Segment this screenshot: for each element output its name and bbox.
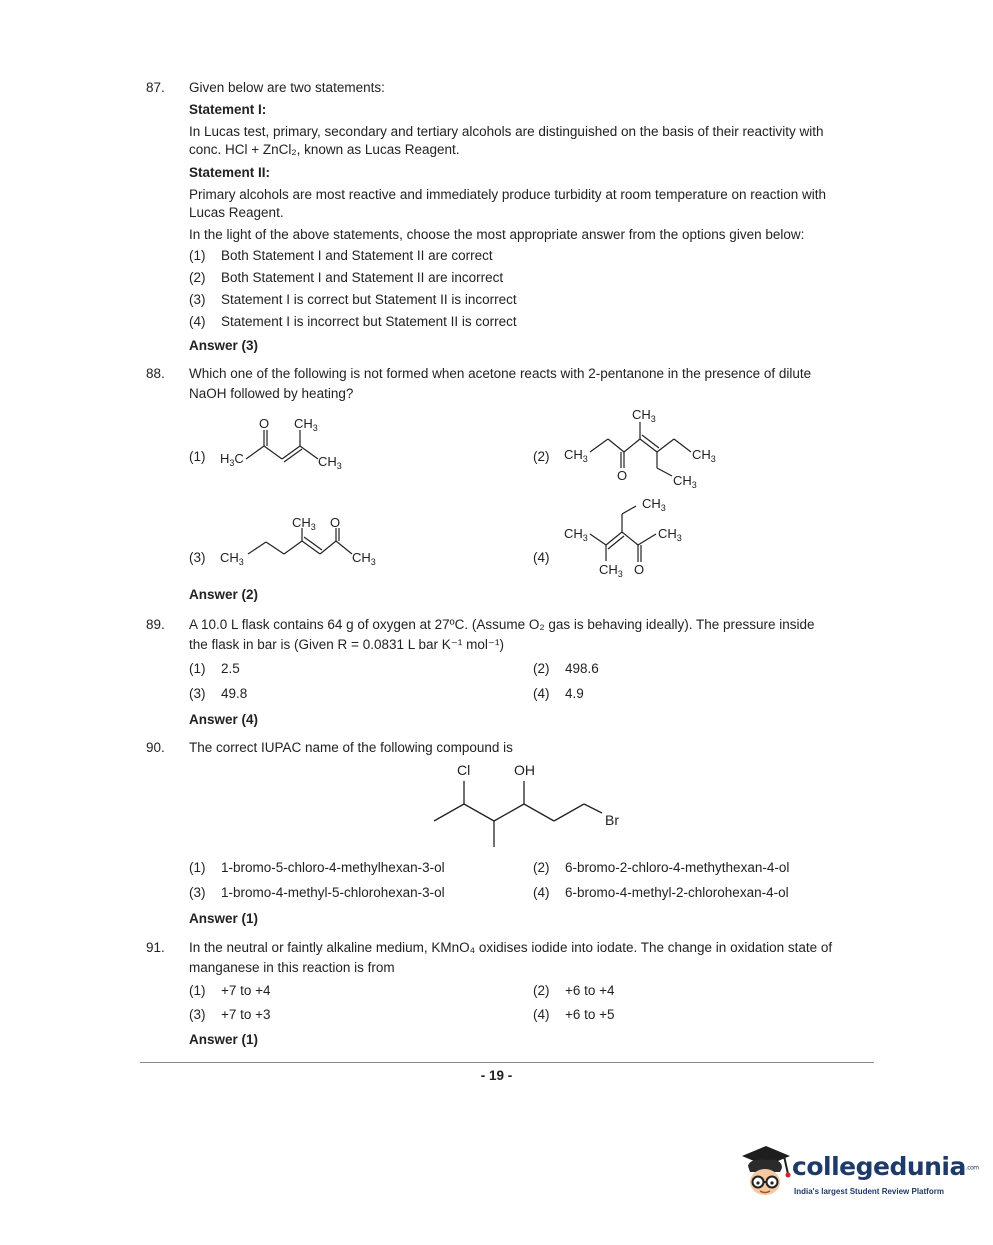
s4-ch3-right: $CH_3$	[658, 526, 682, 543]
s1-bond	[246, 446, 264, 459]
q87-intro: Given below are two statements:	[189, 80, 385, 95]
q89-option-3: (3) 49.8	[189, 686, 248, 701]
q90-cl: Cl	[457, 762, 471, 778]
q90-br: Br	[605, 812, 619, 828]
footer-divider	[140, 1062, 874, 1063]
q90-text: The correct IUPAC name of the following compound is	[189, 740, 513, 755]
q91-option-2: (2) +6 to +4	[533, 983, 615, 998]
s1-bond	[264, 446, 282, 459]
q88-line2: NaOH followed by heating?	[189, 386, 354, 401]
q88-number: 88.	[146, 366, 165, 381]
s3-ch3-start: $CH_3$	[220, 550, 244, 567]
q88-answer: Answer (2)	[189, 587, 259, 602]
q90-option-2: (2) 6-bromo-2-chloro-4-methythexan-4-ol	[533, 860, 790, 875]
s2-ch3-end: $CH_3$	[692, 447, 716, 464]
q90-structure	[420, 755, 640, 850]
q87-option-1: (1) Both Statement I and Statement II are correct	[189, 248, 493, 263]
brand-name: collegedunia.com	[792, 1152, 979, 1181]
q89-line1: A 10.0 L flask contains 64 g of oxygen at 27ºC. (Assume O₂ gas is behaving ideally). The pressure inside	[189, 617, 815, 632]
q89-option-1: (1) 2.5	[189, 661, 240, 676]
q91-option-3: (3) +7 to +3	[189, 1007, 271, 1022]
q90-answer: Answer (1)	[189, 911, 259, 926]
q88-structures	[0, 0, 993, 620]
q88-option-1-num: (1)	[189, 449, 206, 464]
s3-ch3-end: $CH_3$	[352, 550, 376, 567]
q89-answer: Answer (4)	[189, 712, 259, 727]
q90-number: 90.	[146, 740, 165, 755]
q87-statement2-label: Statement II:	[189, 165, 271, 180]
q87-statement2-line1: Primary alcohols are most reactive and immediately produce turbidity at room temperature on reaction with	[189, 187, 827, 202]
q87-statement1-line1: In Lucas test, primary, secondary and tertiary alcohols are distinguished on the basis of their reactivity with	[189, 124, 824, 139]
s4-ch3-bottom: $CH_3$	[599, 562, 623, 579]
brand-tagline: India's largest Student Review Platform	[794, 1187, 944, 1196]
s3-ch3-top: $CH_3$	[292, 515, 316, 532]
q91-line2: manganese in this reaction is from	[189, 960, 395, 975]
s3-o: O	[330, 515, 341, 530]
q87-statement1-label: Statement I:	[189, 102, 267, 117]
s2-ch3-ethyl: $CH_3$	[673, 473, 697, 490]
page-number: - 19 -	[480, 1068, 513, 1083]
q89-option-4: (4) 4.9	[533, 686, 584, 701]
q89-line2: the flask in bar is (Given R = 0.0831 L bar K⁻¹ mol⁻¹)	[189, 637, 505, 652]
s4-o: O	[634, 562, 645, 577]
q91-option-1: (1) +7 to +4	[189, 983, 271, 998]
s2-ch3-start: $CH_3$	[564, 447, 588, 464]
q91-number: 91.	[146, 940, 165, 955]
q88-option-4-num: (4)	[533, 550, 550, 565]
s1-o: O	[259, 416, 270, 431]
q88-line1: Which one of the following is not formed when acetone reacts with 2-pentanone in the presence of dilute	[189, 366, 812, 381]
s1-bond	[300, 446, 318, 459]
q90-option-3: (3) 1-bromo-4-methyl-5-chlorohexan-3-ol	[189, 885, 445, 900]
q87-option-3: (3) Statement I is correct but Statement II is incorrect	[189, 292, 517, 307]
q87-answer: Answer (3)	[189, 338, 259, 353]
s4-ch3-left: $CH_3$	[564, 526, 588, 543]
collegedunia-mascot-icon	[736, 1138, 794, 1200]
q90-option-4: (4) 6-bromo-4-methyl-2-chlorohexan-4-ol	[533, 885, 789, 900]
s1-ch3-top: $CH_3$	[294, 416, 318, 433]
q87-prompt: In the light of the above statements, choose the most appropriate answer from the options given below:	[189, 227, 805, 242]
q91-option-4: (4) +6 to +5	[533, 1007, 615, 1022]
q90-oh: OH	[514, 762, 535, 778]
q87-statement1-line2: conc. HCl + ZnCl₂, known as Lucas Reagent.	[189, 142, 460, 157]
q88-option-2-num: (2)	[533, 449, 550, 464]
s1-ch3-end: $CH_3$	[318, 454, 342, 471]
s2-o: O	[617, 468, 628, 483]
s4-ch3-top: $CH_3$	[642, 496, 666, 513]
s2-ch3-top: $CH_3$	[632, 407, 656, 424]
q87-option-4: (4) Statement I is incorrect but Statement II is correct	[189, 314, 517, 329]
q91-line1: In the neutral or faintly alkaline medium, KMnO₄ oxidises iodide into iodate. The change in oxidation state of	[189, 940, 833, 955]
q87-number: 87.	[146, 80, 165, 95]
q91-answer: Answer (1)	[189, 1032, 259, 1047]
q87-option-2: (2) Both Statement I and Statement II are incorrect	[189, 270, 504, 285]
q90-option-1: (1) 1-bromo-5-chloro-4-methylhexan-3-ol	[189, 860, 445, 875]
q88-option-3-num: (3)	[189, 550, 206, 565]
q87-statement2-line2: Lucas Reagent.	[189, 205, 284, 220]
q89-number: 89.	[146, 617, 165, 632]
q89-option-2: (2) 498.6	[533, 661, 599, 676]
s1-h3c: $H_3C$	[220, 451, 244, 468]
